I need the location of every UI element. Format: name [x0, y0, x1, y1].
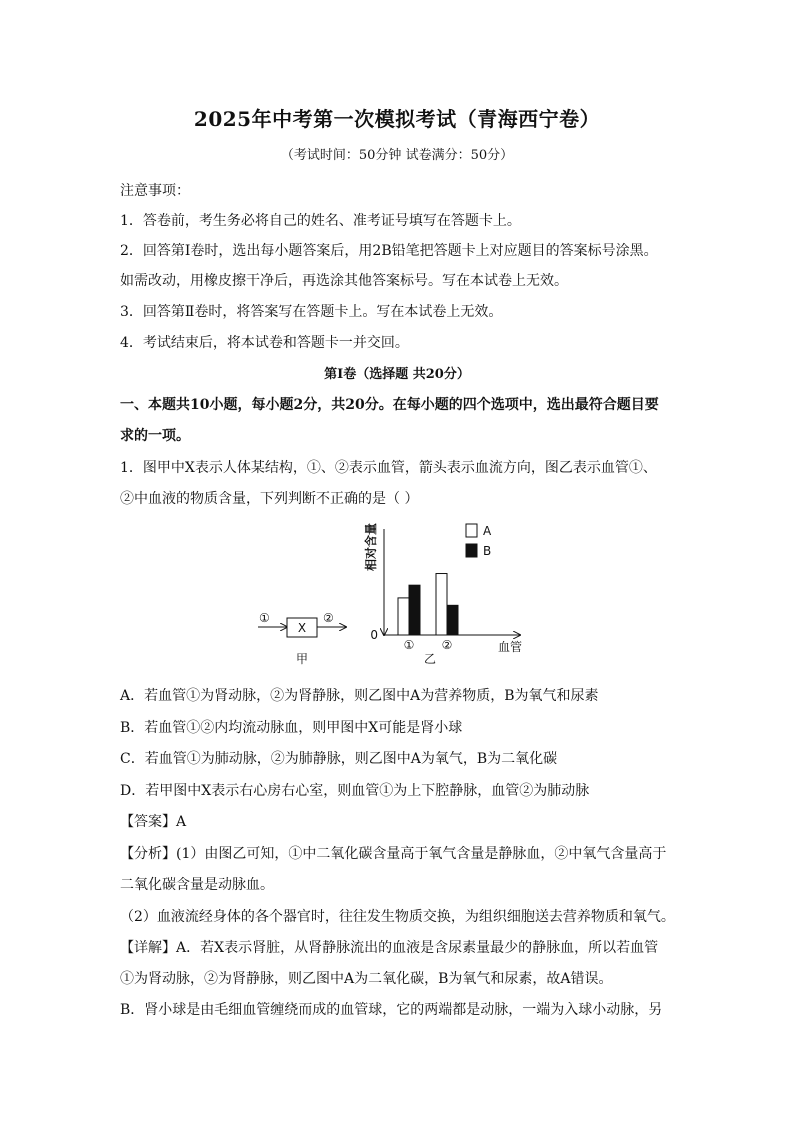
question-figure: [250, 515, 540, 675]
x-tick-label: ②: [441, 638, 453, 652]
answer: 【答案】A: [120, 814, 187, 830]
legend-label-B: B: [483, 544, 492, 558]
option-c: C．若血管①为肺动脉，②为肺静脉，则乙图中A为氧气，B为二氧化碳: [120, 751, 558, 767]
y-axis-label: 相对含量: [364, 522, 378, 572]
section-title: 第Ⅰ卷（选择题 共20分）: [324, 367, 470, 382]
notice-item: 4．考试结束后，将本试卷和答题卡一并交回。: [120, 335, 409, 351]
figure-jia-caption: 甲: [295, 652, 309, 666]
legend-swatch-A: [466, 524, 477, 537]
detail-line: 【详解】A．若X表示肾脏，从肾静脉流出的血液是含尿素量最少的静脉血，所以若血管: [120, 940, 659, 956]
x-tick-label: ①: [403, 638, 415, 652]
figure-svg: [250, 515, 540, 675]
notice-item: 如需改动，用橡皮擦干净后，再选涂其他答案标号。写在本试卷上无效。: [120, 273, 568, 289]
notice-heading: 注意事项：: [120, 183, 190, 199]
question-stem: ②中血液的物质含量，下列判断不正确的是（ ）: [120, 491, 419, 507]
exam-info: （考试时间：50分钟 试卷满分：50分）: [280, 148, 514, 163]
notice-item: 3．回答第Ⅱ卷时，将答案写在答题卡上。写在本试卷上无效。: [120, 304, 503, 320]
bar-A-1: [398, 598, 409, 635]
option-b: B．若血管①②内均流动脉血，则甲图中X可能是肾小球: [120, 720, 463, 736]
question-stem: 1．图甲中X表示人体某结构，①、②表示血管，箭头表示血流方向，图乙表示血管①、: [120, 460, 657, 476]
option-d: D．若甲图中X表示右心房右心室，则血管①为上下腔静脉，血管②为肺动脉: [120, 783, 590, 799]
figure-yi-chart: [363, 523, 522, 666]
origin-label: 0: [370, 628, 378, 642]
page-title: 2025年中考第一次模拟考试（青海西宁卷）: [193, 107, 601, 131]
figure-jia: [258, 611, 346, 666]
detail-line: B．肾小球是由毛细血管缠绕而成的血管球，它的两端都是动脉，一端为入球小动脉，另: [120, 1002, 663, 1018]
legend-swatch-B: [466, 544, 477, 557]
analysis-line: 二氧化碳含量是动脉血。: [120, 877, 274, 893]
notice-item: 1．答卷前，考生务必将自己的姓名、准考证号填写在答题卡上。: [120, 213, 521, 229]
vessel-2-label: ②: [323, 611, 334, 625]
section-instruction: 一、本题共10小题，每小题2分，共20分。在每小题的四个选项中，选出最符合题目要: [120, 397, 659, 413]
analysis-line: （2）血液流经身体的各个器官时，往往发生物质交换，为组织细胞送去营养物质和氧气。: [120, 909, 675, 925]
detail-line: ①为肾动脉，②为肾静脉，则乙图中A为二氧化碳，B为氧气和尿素，故A错误。: [120, 971, 613, 987]
bar-B-1: [409, 585, 420, 635]
notice-item: 2．回答第Ⅰ卷时，选出每小题答案后，用2B铅笔把答题卡上对应题目的答案标号涂黑。: [120, 243, 658, 259]
bar-B-2: [447, 605, 458, 635]
x-axis-label: 血管: [498, 640, 523, 654]
analysis-line: 【分析】(1）由图乙可知，①中二氧化碳含量高于氧气含量是静脉血，②中氧气含量高于: [120, 846, 667, 862]
option-a: A．若血管①为肾动脉，②为肾静脉，则乙图中A为营养物质，B为氧气和尿素: [120, 688, 599, 704]
structure-x-label: X: [297, 621, 307, 635]
vessel-1-label: ①: [259, 611, 270, 625]
bar-A-2: [436, 574, 447, 635]
section-instruction: 求的一项。: [120, 428, 190, 444]
legend-label-A: A: [483, 524, 492, 538]
figure-yi-caption: 乙: [423, 652, 437, 666]
